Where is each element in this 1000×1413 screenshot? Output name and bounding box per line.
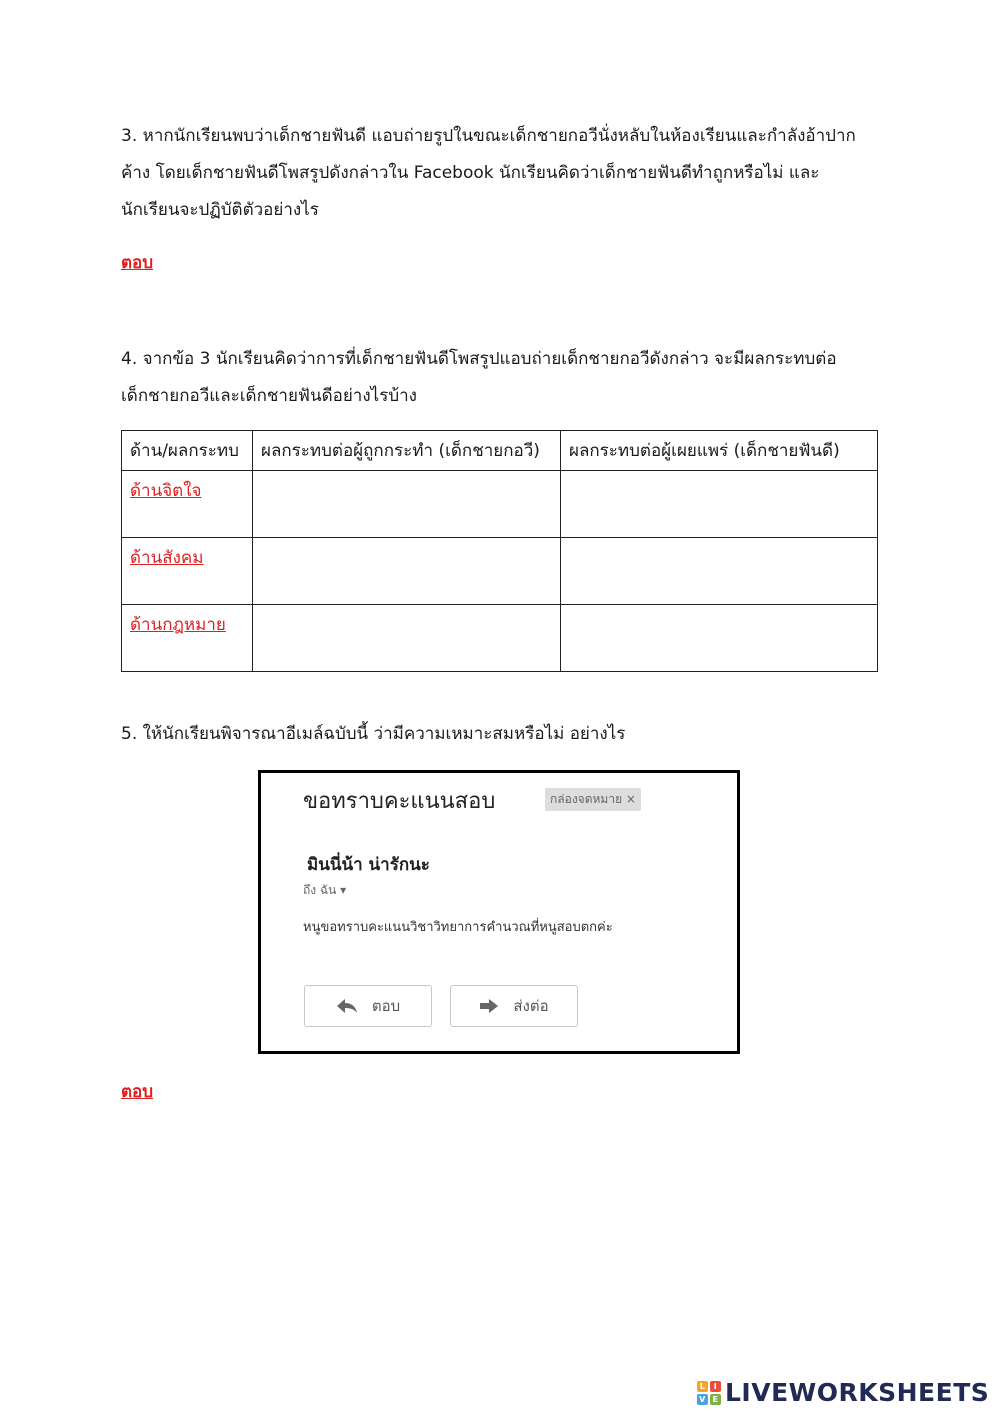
answer-label-q5: ตอบ bbox=[121, 1082, 154, 1102]
email-sender: มินนี่น้า น่ารักนะ bbox=[307, 855, 430, 875]
answer-cell-social-publisher[interactable] bbox=[561, 538, 878, 605]
reply-icon bbox=[336, 998, 358, 1014]
email-subject: ขอทราบคะแนนสอบ bbox=[303, 789, 496, 814]
reply-button-label: ตอบ bbox=[371, 997, 401, 1015]
header-publisher-impact: ผลกระทบต่อผู้เผยแพร่ (เด็กชายฟันดี) bbox=[561, 431, 878, 471]
question-3-line-3: นักเรียนจะปฏิบัติตัวอย่างไร bbox=[121, 200, 319, 220]
liveworksheets-brand bbox=[697, 1378, 989, 1407]
logo-cell-i: I bbox=[710, 1381, 721, 1392]
answer-label-q3: ตอบ bbox=[121, 253, 154, 273]
logo-cell-v: V bbox=[697, 1394, 708, 1405]
email-body: หนูขอทราบคะแนนวิชาวิทยาการคำนวณที่หนูสอบตกค่ะ bbox=[303, 920, 613, 935]
row-label-social: ด้านสังคม bbox=[122, 538, 253, 605]
answer-cell-mental-victim[interactable] bbox=[253, 471, 561, 538]
question-4-line-1: 4. จากข้อ 3 นักเรียนคิดว่าการที่เด็กชายฟันดีโพสรูปแอบถ่ายเด็กชายกอวีดังกล่าว จะมีผลกระทบต่อ bbox=[121, 349, 837, 369]
question-3-line-2: ค้าง โดยเด็กชายฟันดีโพสรูปดังกล่าวใน Facebook นักเรียนคิดว่าเด็กชายฟันดีทำถูกหรือไม่ และ bbox=[121, 163, 820, 183]
question-5: 5. ให้นักเรียนพิจารณาอีเมล์ฉบับนี้ ว่ามีความเหมาะสมหรือไม่ อย่างไร bbox=[121, 724, 626, 744]
reply-button[interactable] bbox=[304, 985, 432, 1027]
impact-table bbox=[121, 430, 878, 672]
brand-name: LIVEWORKSHEETS bbox=[725, 1378, 990, 1407]
question-4-line-2: เด็กชายกอวีและเด็กชายฟันดีอย่างไรบ้าง bbox=[121, 386, 417, 406]
header-victim-impact: ผลกระทบต่อผู้ถูกกระทำ (เด็กชายกอวี) bbox=[253, 431, 561, 471]
forward-icon bbox=[479, 998, 499, 1014]
impact-table-header-row bbox=[122, 431, 878, 471]
question-4 bbox=[121, 341, 891, 415]
email-recipient: ถึง ฉัน ▾ bbox=[303, 883, 347, 897]
row-label-mental: ด้านจิตใจ bbox=[122, 471, 253, 538]
question-3 bbox=[121, 118, 891, 229]
inbox-label-chip: กล่องจดหมาย × bbox=[545, 788, 641, 811]
forward-button-label: ส่งต่อ bbox=[513, 997, 549, 1015]
liveworksheets-logo-icon bbox=[697, 1381, 721, 1405]
answer-cell-social-victim[interactable] bbox=[253, 538, 561, 605]
email-screenshot bbox=[258, 770, 740, 1054]
header-aspect: ด้าน/ผลกระทบ bbox=[122, 431, 253, 471]
table-row bbox=[122, 471, 878, 538]
logo-cell-l: L bbox=[697, 1381, 708, 1392]
question-3-line-1: 3. หากนักเรียนพบว่าเด็กชายฟันดี แอบถ่ายรูปในขณะเด็กชายกอวีนั่งหลับในห้องเรียนและกำลังอ้าปาก bbox=[121, 126, 856, 146]
table-row bbox=[122, 605, 878, 672]
logo-cell-e: E bbox=[710, 1394, 721, 1405]
row-label-legal: ด้านกฎหมาย bbox=[122, 605, 253, 672]
table-row bbox=[122, 538, 878, 605]
forward-button[interactable] bbox=[450, 985, 578, 1027]
answer-cell-legal-victim[interactable] bbox=[253, 605, 561, 672]
answer-cell-legal-publisher[interactable] bbox=[561, 605, 878, 672]
answer-cell-mental-publisher[interactable] bbox=[561, 471, 878, 538]
